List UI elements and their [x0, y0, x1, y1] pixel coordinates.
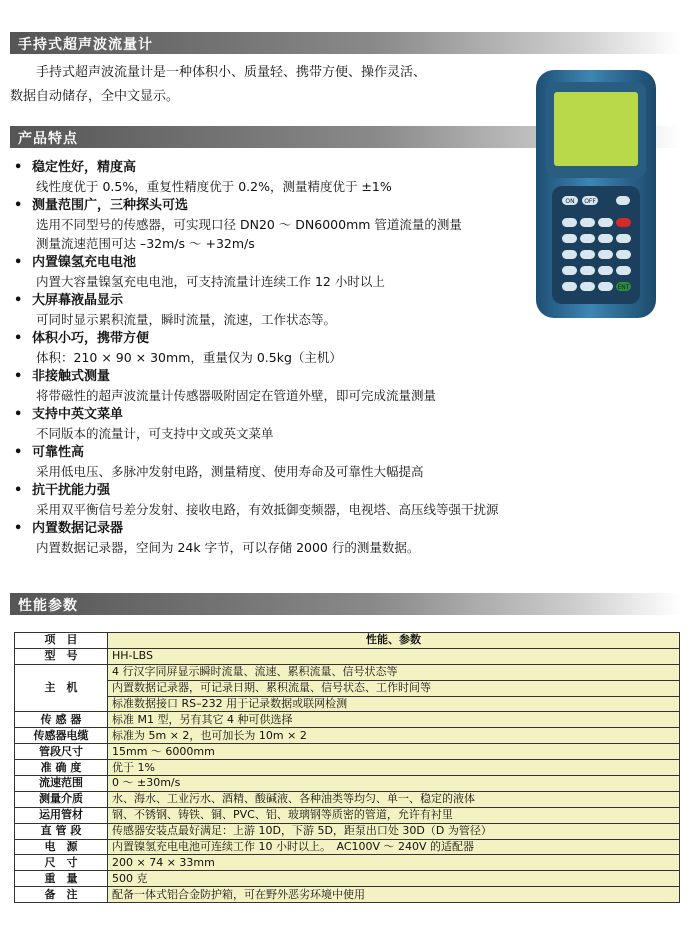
keypad-key — [598, 282, 613, 291]
spec-key: 型 号 — [15, 648, 108, 664]
spec-value: 优于 1% — [108, 760, 680, 776]
feature-title-text: 稳定性好，精度高 — [32, 160, 137, 175]
feature-item — [14, 519, 554, 557]
mode-key — [616, 196, 630, 205]
flowmeter-device-image — [532, 68, 660, 320]
feature-title — [14, 196, 554, 215]
spec-value: HH-LBS — [108, 648, 680, 664]
spec-row — [15, 855, 680, 871]
spec-value: 内置镍氢充电电池可连续工作 10 小时以上。 AC100V ～ 240V 的适配器 — [108, 839, 680, 855]
feature-description: 采用低电压、多脉冲发射电路，测量精度、使用寿命及可靠性大幅提高 — [36, 464, 424, 479]
bullet-icon: • — [14, 483, 23, 498]
feature-item — [14, 405, 554, 443]
feature-description: 不同版本的流量计，可支持中文或英文菜单 — [36, 426, 274, 441]
spec-table — [14, 632, 680, 903]
spec-row — [15, 871, 680, 887]
feature-description: 体积：210 × 90 × 30mm，重量仅为 0.5kg（主机） — [36, 350, 342, 365]
enter-key-label: ENT — [617, 284, 630, 291]
red-key — [616, 218, 631, 227]
feature-item — [14, 291, 554, 329]
spec-value: 标准为 5m × 2，也可加长为 10m × 2 — [108, 728, 680, 744]
spec-key: 流速范围 — [15, 776, 108, 792]
feature-title-text: 体积小巧，携带方便 — [32, 331, 150, 346]
keypad-key — [580, 266, 595, 275]
spec-key: 测量介质 — [15, 791, 108, 807]
spec-value: 传感器安装点最好满足：上游 10D，下游 5D，距泵出口处 30D（D 为管径） — [108, 823, 680, 839]
section-header-title — [10, 32, 680, 54]
spec-row — [15, 728, 680, 744]
spec-key: 运用管材 — [15, 807, 108, 823]
section-title: 手持式超声波流量计 — [18, 37, 153, 53]
spec-value: 15mm ～ 6000mm — [108, 744, 680, 760]
spec-key: 准 确 度 — [15, 760, 108, 776]
feature-title-text: 非接触式测量 — [32, 369, 111, 384]
feature-title — [14, 481, 554, 500]
spec-key: 电 源 — [15, 839, 108, 855]
bullet-icon: • — [14, 331, 23, 346]
spec-row — [15, 823, 680, 839]
spec-value: 500 克 — [108, 871, 680, 887]
spec-row — [15, 807, 680, 823]
feature-list — [14, 158, 554, 557]
spec-key: 直 管 段 — [15, 823, 108, 839]
spec-key: 重 量 — [15, 871, 108, 887]
keypad-key — [562, 234, 577, 243]
spec-row — [15, 839, 680, 855]
keypad-key — [616, 266, 631, 275]
spec-value: 标准数据接口 RS–232 用于记录数据或联网检测 — [108, 696, 680, 712]
feature-description: 选用不同型号的传感器，可实现口径 DN20 ～ DN6000mm 管道流量的测量 — [36, 217, 462, 232]
keypad-key — [562, 266, 577, 275]
spec-value: 配备一体式铝合金防护箱，可在野外恶劣环境中使用 — [108, 887, 680, 903]
spec-key: 尺 寸 — [15, 855, 108, 871]
feature-title-text: 测量范围广，三种探头可选 — [32, 198, 189, 213]
feature-title-text: 内置数据记录器 — [32, 521, 124, 536]
spec-row-model — [15, 648, 680, 664]
lcd-screen — [554, 92, 638, 166]
section-title: 性能参数 — [18, 598, 78, 614]
spec-header-row — [15, 633, 680, 649]
feature-title — [14, 367, 554, 386]
feature-item — [14, 253, 554, 291]
spec-value: 钢、不锈钢、铸铁、铜、PVC、铝、玻璃钢等质密的管道，允许有衬里 — [108, 807, 680, 823]
spec-row-host — [15, 696, 680, 712]
feature-item — [14, 196, 554, 253]
spec-value: 内置数据记录器，可记录日期、累积流量、信号状态、工作时间等 — [108, 680, 680, 696]
bullet-icon: • — [14, 255, 23, 270]
spec-row-host — [15, 664, 680, 680]
keypad-key — [598, 234, 613, 243]
feature-title — [14, 329, 554, 348]
spec-value: 200 × 74 × 33mm — [108, 855, 680, 871]
feature-title — [14, 405, 554, 424]
bullet-icon: • — [14, 445, 23, 460]
keypad-key — [598, 266, 613, 275]
feature-item — [14, 158, 554, 196]
on-key-label: ON — [565, 198, 575, 205]
keypad-key — [580, 234, 595, 243]
keypad-key — [616, 250, 631, 259]
feature-description: 测量流速范围可达 –32m/s ～ +32m/s — [36, 236, 255, 251]
bullet-icon: • — [14, 369, 23, 384]
feature-item — [14, 481, 554, 519]
keypad-key — [580, 218, 595, 227]
keypad-key — [616, 234, 631, 243]
keypad-key — [580, 282, 595, 291]
spec-value: 标准 M1 型，另有其它 4 种可供选择 — [108, 712, 680, 728]
keypad-key — [562, 250, 577, 259]
feature-description: 内置数据记录器，空间为 24k 字节，可以存储 2000 行的测量数据。 — [36, 540, 420, 555]
spec-row — [15, 712, 680, 728]
bullet-icon: • — [14, 198, 23, 213]
feature-description: 可同时显示累积流量，瞬时流量，流速，工作状态等。 — [36, 312, 337, 327]
spec-row — [15, 744, 680, 760]
spec-value: 4 行汉字同屏显示瞬时流量、流速、累积流量、信号状态等 — [108, 664, 680, 680]
keypad-key — [562, 282, 577, 291]
feature-description: 线性度优于 0.5%，重复性精度优于 0.2%，测量精度优于 ±1% — [36, 179, 392, 194]
feature-title — [14, 253, 554, 272]
intro-line-2: 数据自动储存，全中文显示。 — [10, 89, 180, 104]
bullet-icon: • — [14, 293, 23, 308]
keypad-key — [580, 250, 595, 259]
feature-title-text: 大屏幕液晶显示 — [32, 293, 124, 308]
spec-row — [15, 776, 680, 792]
spec-header-value: 性能、参数 — [108, 633, 680, 649]
feature-title-text: 支持中英文菜单 — [32, 407, 124, 422]
spec-key: 传 感 器 — [15, 712, 108, 728]
bullet-icon: • — [14, 407, 23, 422]
spec-key: 管段尺寸 — [15, 744, 108, 760]
spec-value: 0 ～ ±30m/s — [108, 776, 680, 792]
feature-title-text: 抗干扰能力强 — [32, 483, 111, 498]
feature-title — [14, 291, 554, 310]
spec-row — [15, 760, 680, 776]
bullet-icon: • — [14, 521, 23, 536]
section-title: 产品特点 — [18, 131, 78, 147]
feature-description: 采用双平衡信号差分发射、接收电路，有效抵御变频器，电视塔、高压线等强干扰源 — [36, 502, 499, 517]
spec-row-host — [15, 680, 680, 696]
feature-description: 将带磁性的超声波流量计传感器吸附固定在管道外壁，即可完成流量测量 — [36, 388, 437, 403]
intro-line-1: 手持式超声波流量计是一种体积小、质量轻、携带方便、操作灵活、 — [36, 65, 427, 80]
spec-header-key: 项 目 — [15, 633, 108, 649]
spec-row — [15, 887, 680, 903]
keypad-key — [598, 218, 613, 227]
feature-title — [14, 158, 554, 177]
feature-title — [14, 443, 554, 462]
feature-item — [14, 329, 554, 367]
keypad-key — [598, 250, 613, 259]
feature-description: 内置大容量镍氢充电电池，可支持流量计连续工作 12 小时以上 — [36, 274, 385, 289]
feature-title — [14, 519, 554, 538]
feature-title-text: 可靠性高 — [32, 445, 85, 460]
spec-value: 水、海水、工业污水、酒精、酸碱液、各种油类等均匀、单一、稳定的液体 — [108, 791, 680, 807]
off-key-label: OFF — [584, 198, 596, 205]
bullet-icon: • — [14, 160, 23, 175]
spec-row — [15, 791, 680, 807]
spec-key: 备 注 — [15, 887, 108, 903]
section-header-specs — [10, 593, 680, 615]
feature-title-text: 内置镍氢充电电池 — [32, 255, 137, 270]
spec-key: 传感器电缆 — [15, 728, 108, 744]
spec-key: 主 机 — [15, 664, 108, 712]
feature-item — [14, 443, 554, 481]
keypad-key — [562, 218, 577, 227]
feature-item — [14, 367, 554, 405]
